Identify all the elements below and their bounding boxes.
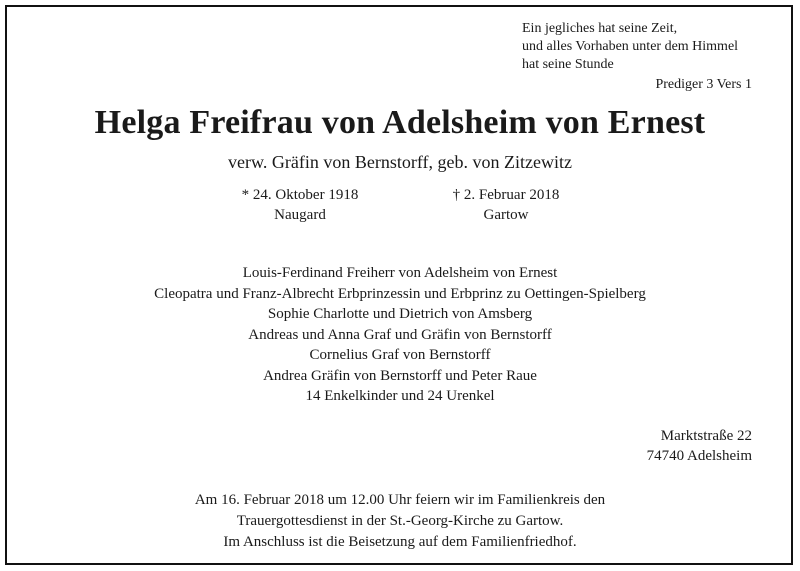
death-info	[406, 185, 606, 225]
service-line: Im Anschluss ist die Beisetzung auf dem Familienfriedhof.	[223, 534, 577, 550]
birth-date: * 24. Oktober 1918	[241, 187, 359, 203]
birth-place: Naugard	[274, 207, 326, 223]
mourner-line: 14 Enkelkinder und 24 Urenkel	[305, 388, 495, 404]
mourner-line: Andrea Gräfin von Bernstorff und Peter Raue	[263, 367, 537, 384]
quote-line: Ein jegliches hat seine Zeit,	[522, 21, 678, 36]
mourner-line: Cornelius Graf von Bernstorff	[309, 347, 491, 363]
death-date: † 2. Februar 2018	[452, 187, 560, 203]
family-address	[647, 426, 752, 466]
mourner-line: Louis-Ferdinand Freiherr von Adelsheim von Ernest	[242, 265, 558, 281]
mourner-line: Cleopatra und Franz-Albrecht Erbprinzessin und Erbprinz zu Oettingen-Spielberg	[154, 285, 646, 302]
quote-line: hat seine Stunde	[522, 57, 614, 72]
address-street: Marktstraße 22	[660, 428, 752, 444]
mourner-line: Sophie Charlotte und Dietrich von Amsberg	[267, 306, 533, 322]
service-line: Trauergottesdienst in der St.-Georg-Kirche zu Gartow.	[236, 513, 564, 529]
quote-line: und alles Vorhaben unter dem Himmel	[522, 39, 739, 54]
mourner-line: Andreas und Anna Graf und Gräfin von Bernstorff	[248, 326, 552, 343]
death-place: Gartow	[483, 207, 529, 223]
mourners-list	[0, 263, 800, 407]
address-city: 74740 Adelsheim	[646, 448, 752, 464]
service-line: Am 16. Februar 2018 um 12.00 Uhr feiern wir im Familienkreis den	[194, 492, 606, 508]
deceased-name: Helga Freifrau von Adelsheim von Ernest	[94, 104, 706, 141]
birth-info	[200, 185, 400, 225]
quote-reference: Prediger 3 Vers 1	[655, 77, 752, 92]
deceased-subtitle: verw. Gräfin von Bernstorff, geb. von Zitzewitz	[228, 152, 572, 172]
bible-quote	[522, 20, 752, 94]
service-info	[0, 490, 800, 553]
